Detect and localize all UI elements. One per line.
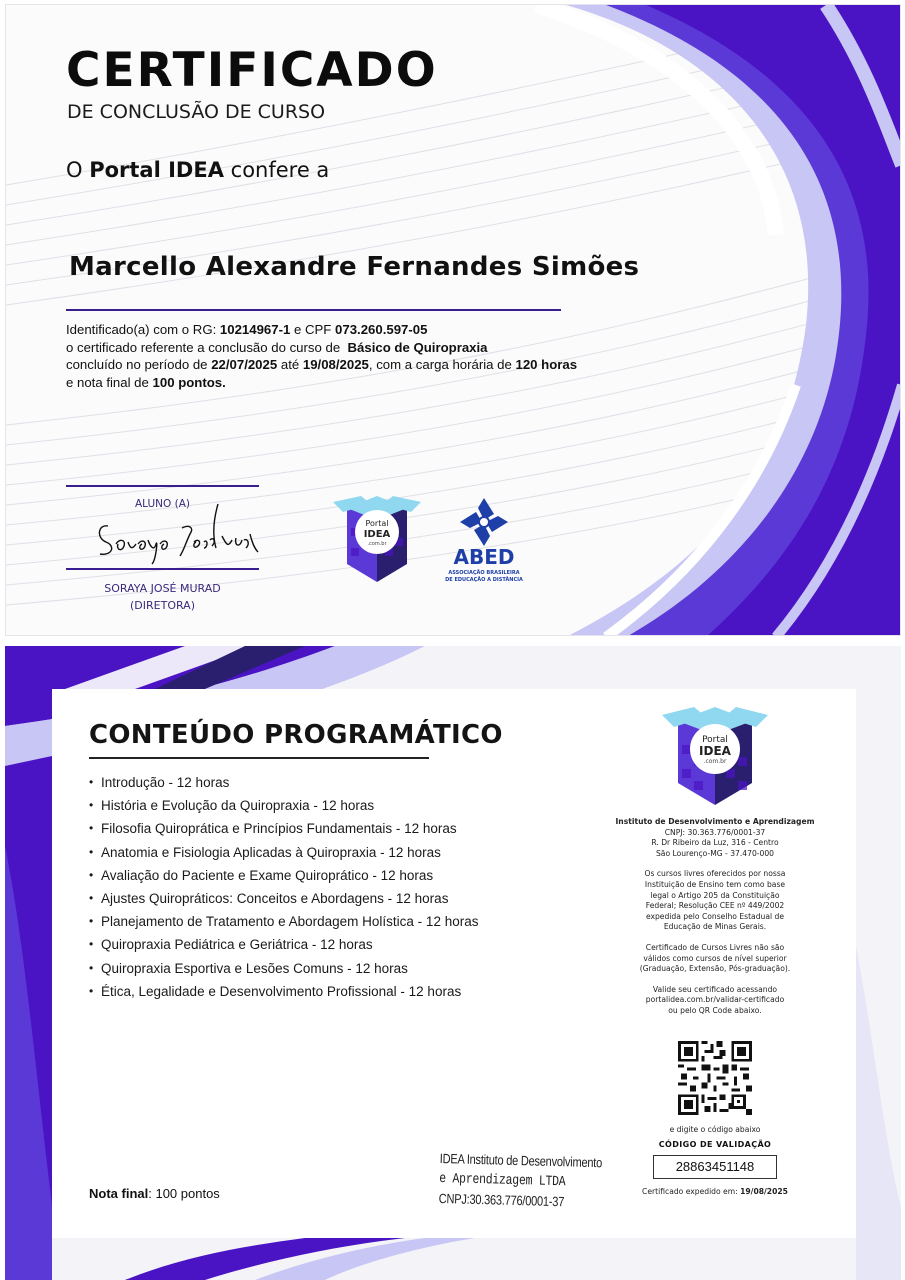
issued-line <box>600 1187 830 1196</box>
program-item: • Anatomia e Fisiologia Aplicadas à Quiropraxia - 12 horas <box>89 841 478 864</box>
company-stamp <box>438 1149 605 1213</box>
signature-top-line <box>66 485 259 487</box>
institute-address2: São Lourenço-MG - 37.470-000 <box>655 848 775 858</box>
program-title-underline <box>89 757 429 759</box>
portal-idea-logo <box>660 705 770 807</box>
program-item: • Quiropraxia Pediátrica e Geriátrica - 12 horas <box>89 933 478 956</box>
name-underline <box>66 309 561 311</box>
program-item: • Quiropraxia Esportiva e Lesões Comuns - 12 horas <box>89 957 478 980</box>
logo-line1: Portal <box>365 519 389 528</box>
institute-cnpj: CNPJ: 30.363.776/0001-37 <box>664 827 766 837</box>
program-list <box>89 771 478 1003</box>
score-line <box>66 374 577 392</box>
abed-logo <box>439 494 529 589</box>
director-role: (DIRETORA) <box>130 599 195 612</box>
score-line-prefix: e nota final de <box>66 374 153 390</box>
portal-name: Portal IDEA <box>89 158 224 182</box>
certificate-title: CERTIFICADO <box>66 43 438 98</box>
signature-bottom-line <box>66 568 259 570</box>
abed-name: ABED <box>453 545 515 569</box>
abed-line2: DE EDUCAÇÃO A DISTÂNCIA <box>445 577 523 583</box>
program-page <box>5 646 901 1280</box>
program-item: • Ajustes Quiropráticos: Conceitos e Abordagens - 12 horas <box>89 887 478 910</box>
legal-text: Federal; Resolução CEE nº 449/2002 <box>645 901 785 911</box>
period-line-mid2: , com a carga horária de <box>368 357 516 372</box>
stamp-line3: CNPJ:30.363.776/0001-37 <box>438 1190 565 1210</box>
director-block <box>66 580 259 614</box>
legal-text: Instituição de Ensino tem como base <box>644 879 786 889</box>
program-item: • Ética, Legalidade e Desenvolvimento Profissional - 12 horas <box>89 980 478 1003</box>
disclaimer-text: (Graduação, Extensão, Pós-graduação). <box>639 964 791 974</box>
confere-prefix: O <box>66 158 90 182</box>
legal-text: expedida pelo Conselho Estadual de <box>645 911 785 921</box>
abed-line1: ASSOCIAÇÃO BRASILEIRA <box>448 570 520 576</box>
id-line <box>66 321 577 339</box>
id-line-prefix: Identificado(a) com o RG: <box>66 322 220 337</box>
logo-line1: Portal <box>702 735 728 745</box>
id-line-mid: e CPF <box>290 322 336 337</box>
validate-text: Valide seu certificado acessando <box>652 984 778 994</box>
program-item: • História e Evolução da Quiropraxia - 12 horas <box>89 794 478 817</box>
program-item: • Planejamento de Tratamento e Abordagem Holística - 12 horas <box>89 910 478 933</box>
course-line-prefix: o certificado referente a conclusão do curso de <box>66 339 344 355</box>
student-role-label: ALUNO (A) <box>134 498 191 510</box>
validate-url[interactable]: portalidea.com.br/validar-certificado <box>645 995 785 1005</box>
disclaimer-text: válidos como cursos de nível superior <box>643 953 787 963</box>
spacer <box>600 859 830 869</box>
period-line <box>66 356 577 374</box>
program-item: • Introdução - 12 horas <box>89 771 478 794</box>
validation-label: CÓDIGO DE VALIDAÇÃO <box>658 1140 772 1149</box>
rg-value: 10214967-1 <box>219 322 291 337</box>
course-name: Básico de Quiropraxia <box>347 339 488 355</box>
certificate-subtitle: DE CONCLUSÃO DE CURSO <box>67 101 326 123</box>
certificate-page <box>5 4 901 636</box>
period-line-mid: até <box>277 357 303 372</box>
legal-text: Os cursos livres oferecidos por nossa <box>644 869 786 879</box>
logo-line2: IDEA <box>363 529 391 540</box>
legal-text: Educação de Minas Gerais. <box>663 922 767 932</box>
issued-date: 19/08/2025 <box>740 1187 788 1196</box>
confere-suffix: confere a <box>223 158 330 182</box>
period-line-prefix: concluído no período de <box>66 357 212 372</box>
program-item: • Filosofia Quiroprática e Princípios Fundamentais - 12 horas <box>89 817 478 840</box>
validation-code[interactable]: 28863451148 <box>653 1155 777 1179</box>
final-score: 100 pontos. <box>152 374 226 390</box>
portal-idea-logo <box>331 494 423 584</box>
logo-line3: .com.br <box>367 541 387 547</box>
institute-info <box>600 817 830 1017</box>
confere-statement <box>66 158 329 182</box>
final-score-sep: : <box>148 1186 156 1201</box>
final-score-line <box>89 1186 220 1201</box>
student-name: Marcello Alexandre Fernandes Simões <box>69 252 640 282</box>
legal-text: legal o Artigo 205 da Constituição <box>650 890 780 900</box>
start-date: 22/07/2025 <box>211 357 278 372</box>
logo-line2: IDEA <box>699 744 731 758</box>
final-score-value: 100 pontos <box>155 1186 220 1201</box>
stamp-line1: IDEA Instituto de Desenvolvimento <box>439 1150 603 1171</box>
institute-address1: R. Dr Ribeiro da Luz, 316 - Centro <box>651 838 779 848</box>
stamp-line2: e Aprendizagem LTDA <box>439 1170 566 1191</box>
qr-code[interactable] <box>678 1041 752 1115</box>
qr-hint: e digite o código abaixo <box>669 1125 761 1134</box>
course-hours: 120 horas <box>515 357 578 372</box>
director-signature <box>90 498 260 576</box>
program-card <box>52 689 856 1238</box>
program-item: • Avaliação do Paciente e Exame Quiroprático - 12 horas <box>89 864 478 887</box>
course-line <box>66 339 577 357</box>
spacer <box>600 933 830 943</box>
validate-text: ou pelo QR Code abaixo. <box>668 1005 762 1015</box>
final-score-label: Nota final <box>89 1186 149 1201</box>
spacer <box>600 975 830 985</box>
cpf-value: 073.260.597-05 <box>335 322 428 337</box>
logo-line3: .com.br <box>703 758 727 765</box>
program-title: CONTEÚDO PROGRAMÁTICO <box>89 720 503 750</box>
end-date: 19/08/2025 <box>302 357 369 372</box>
disclaimer-text: Certificado de Cursos Livres não são <box>645 942 785 952</box>
issued-label: Certificado expedido em: <box>642 1187 741 1196</box>
institute-name: Instituto de Desenvolvimento e Aprendizagem <box>615 817 815 826</box>
director-name: SORAYA JOSÉ MURAD <box>104 582 221 595</box>
certificate-details <box>66 321 577 391</box>
